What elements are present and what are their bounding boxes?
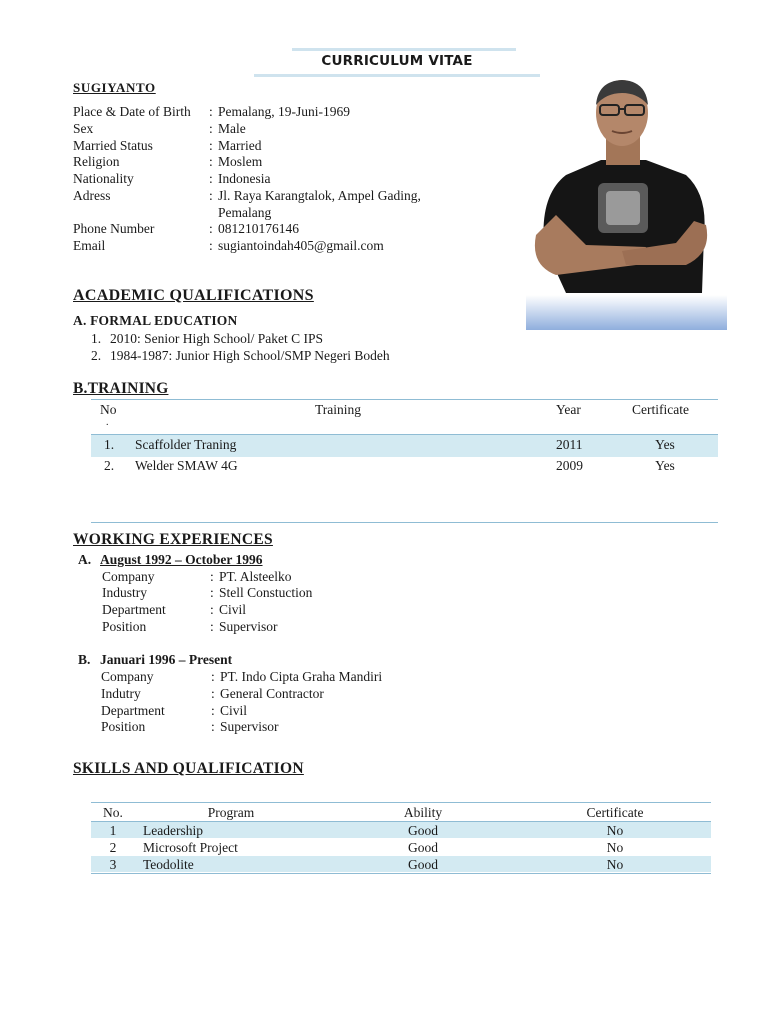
job-field-label: Company bbox=[102, 569, 155, 584]
job-b-field: Company : PT. Indo Cipta Graha Mandiri bbox=[101, 669, 383, 684]
training-table-bottom-rule bbox=[91, 522, 718, 523]
training-table-top-rule bbox=[91, 399, 718, 400]
detail-label: Sex bbox=[73, 121, 94, 136]
training-row-certificate: Yes bbox=[655, 458, 675, 473]
training-heading: B.TRAINING bbox=[73, 380, 169, 397]
skills-row-program: Teodolite bbox=[143, 857, 194, 872]
training-header-year: Year bbox=[556, 402, 581, 417]
title-rule-bottom bbox=[254, 74, 540, 77]
education-item-number: 2. bbox=[91, 348, 102, 363]
job-b-field: Position : Supervisor bbox=[101, 719, 279, 734]
skills-table-top-rule bbox=[91, 802, 711, 803]
skills-row-program: Leadership bbox=[143, 823, 203, 838]
education-item bbox=[91, 347, 390, 364]
work-heading: WORKING EXPERIENCES bbox=[73, 531, 273, 548]
detail-row-address-cont bbox=[73, 204, 271, 221]
detail-value: Moslem bbox=[218, 154, 263, 169]
skills-row-certificate: No bbox=[606, 840, 624, 855]
training-row-no: 2. bbox=[104, 458, 115, 473]
academic-heading: ACADEMIC QUALIFICATIONS bbox=[73, 287, 314, 304]
detail-row-married bbox=[73, 137, 261, 154]
candidate-name: SUGIYANTO bbox=[73, 80, 156, 95]
job-field-value: Civil bbox=[220, 703, 248, 718]
job-a-field: Company : PT. Alsteelko bbox=[102, 569, 292, 584]
training-row-name: Scaffolder Traning bbox=[135, 437, 237, 452]
detail-value: Pemalang bbox=[218, 205, 272, 220]
training-row-name: Welder SMAW 4G bbox=[135, 458, 238, 473]
education-item bbox=[91, 330, 323, 347]
job-field-label: Indutry bbox=[101, 686, 141, 701]
detail-colon: : bbox=[209, 154, 213, 169]
detail-value: Married bbox=[218, 138, 262, 153]
detail-label: Adress bbox=[73, 188, 111, 203]
job-field-value: Supervisor bbox=[220, 719, 279, 734]
skills-header-no: No. bbox=[103, 805, 123, 820]
detail-colon: : bbox=[209, 188, 213, 203]
training-header-no: No bbox=[100, 402, 117, 417]
detail-colon: : bbox=[209, 104, 213, 119]
formal-education-heading: A. FORMAL EDUCATION bbox=[73, 313, 238, 328]
skills-row-no: 1 bbox=[109, 823, 117, 838]
job-letter: A. bbox=[78, 552, 92, 567]
document-title: CURRICULUM VITAE bbox=[321, 53, 473, 69]
job-field-label: Position bbox=[102, 619, 147, 634]
skills-row-ability: Good bbox=[408, 840, 438, 855]
training-header-certificate: Certificate bbox=[632, 402, 689, 417]
job-field-value: PT. Alsteelko bbox=[219, 569, 292, 584]
skills-header-ability: Ability bbox=[403, 805, 443, 820]
job-field-value: Civil bbox=[219, 602, 247, 617]
job-field-label: Department bbox=[102, 602, 166, 617]
detail-label: Place & Date of Birth bbox=[73, 104, 191, 119]
job-b-field: Indutry : General Contractor bbox=[101, 686, 324, 701]
skills-row-ability: Good bbox=[408, 823, 438, 838]
detail-row-email bbox=[73, 237, 384, 254]
education-item-text: 2010: Senior High School/ Paket C IPS bbox=[110, 331, 324, 346]
job-field-label: Industry bbox=[102, 585, 147, 600]
detail-colon: : bbox=[209, 171, 213, 186]
job-field-label: Department bbox=[101, 703, 165, 718]
detail-value: Indonesia bbox=[218, 171, 271, 186]
training-row-year: 2011 bbox=[556, 437, 583, 452]
detail-colon: : bbox=[209, 221, 213, 236]
detail-colon: : bbox=[209, 138, 213, 153]
job-letter: B. bbox=[78, 652, 91, 667]
detail-value: Pemalang, 19-Juni-1969 bbox=[218, 104, 350, 119]
job-field-label: Position bbox=[101, 719, 146, 734]
training-row-certificate: Yes bbox=[655, 437, 675, 452]
skills-header-certificate: Certificate bbox=[586, 805, 644, 820]
skills-row-ability: Good bbox=[408, 857, 438, 872]
training-row-year: 2009 bbox=[556, 458, 583, 473]
detail-value: 081210176146 bbox=[218, 221, 299, 236]
skills-table-bottom-rule bbox=[91, 873, 711, 874]
skills-row-no: 2 bbox=[109, 840, 117, 855]
detail-row-phone bbox=[73, 220, 299, 237]
detail-label: Email bbox=[73, 238, 106, 253]
job-field-value: General Contractor bbox=[220, 686, 324, 701]
detail-label: Religion bbox=[73, 154, 120, 169]
detail-row-sex bbox=[73, 120, 246, 137]
detail-label: Nationality bbox=[73, 171, 134, 186]
job-a-field: Position : Supervisor bbox=[102, 619, 278, 634]
detail-value: Male bbox=[218, 121, 246, 136]
training-header-no-dot: . bbox=[106, 417, 109, 428]
title-block bbox=[254, 48, 540, 78]
education-item-text: 1984-1987: Junior High School/SMP Negeri Bodeh bbox=[110, 348, 390, 363]
job-period: August 1992 – October 1996 bbox=[100, 552, 263, 567]
detail-label: Phone Number bbox=[73, 221, 155, 236]
job-field-value: Supervisor bbox=[219, 619, 278, 634]
skills-row-program: Microsoft Project bbox=[143, 840, 238, 855]
job-field-value: PT. Indo Cipta Graha Mandiri bbox=[220, 669, 383, 684]
skills-heading: SKILLS AND QUALIFICATION bbox=[73, 760, 304, 777]
detail-row-birth bbox=[73, 103, 350, 120]
detail-row-nationality bbox=[73, 170, 270, 187]
education-item-number: 1. bbox=[91, 331, 102, 346]
job-a-period bbox=[78, 551, 263, 568]
job-a-field: Industry : Stell Constuction bbox=[102, 585, 313, 600]
job-b-period bbox=[78, 651, 232, 668]
job-field-value: Stell Constuction bbox=[219, 585, 313, 600]
skills-header-program: Program bbox=[207, 805, 255, 820]
training-header-training: Training bbox=[314, 402, 361, 417]
detail-colon: : bbox=[209, 121, 213, 136]
job-b-field: Department : Civil bbox=[101, 703, 248, 718]
detail-row-address bbox=[73, 187, 421, 204]
detail-label: Married Status bbox=[73, 138, 153, 153]
detail-row-religion bbox=[73, 153, 262, 170]
detail-value: Jl. Raya Karangtalok, Ampel Gading, bbox=[218, 188, 421, 203]
title-rule-top bbox=[292, 48, 516, 51]
skills-row-certificate: No bbox=[606, 857, 624, 872]
job-period: Januari 1996 – Present bbox=[100, 652, 233, 667]
job-field-label: Company bbox=[101, 669, 154, 684]
profile-photo bbox=[526, 75, 727, 330]
skills-row-certificate: No bbox=[606, 823, 624, 838]
job-a-field: Department : Civil bbox=[102, 602, 247, 617]
training-row-no: 1. bbox=[104, 437, 115, 452]
skills-row-no: 3 bbox=[109, 857, 117, 872]
email-value: sugiantoindah405@gmail.com bbox=[218, 238, 384, 253]
detail-colon: : bbox=[209, 238, 213, 253]
